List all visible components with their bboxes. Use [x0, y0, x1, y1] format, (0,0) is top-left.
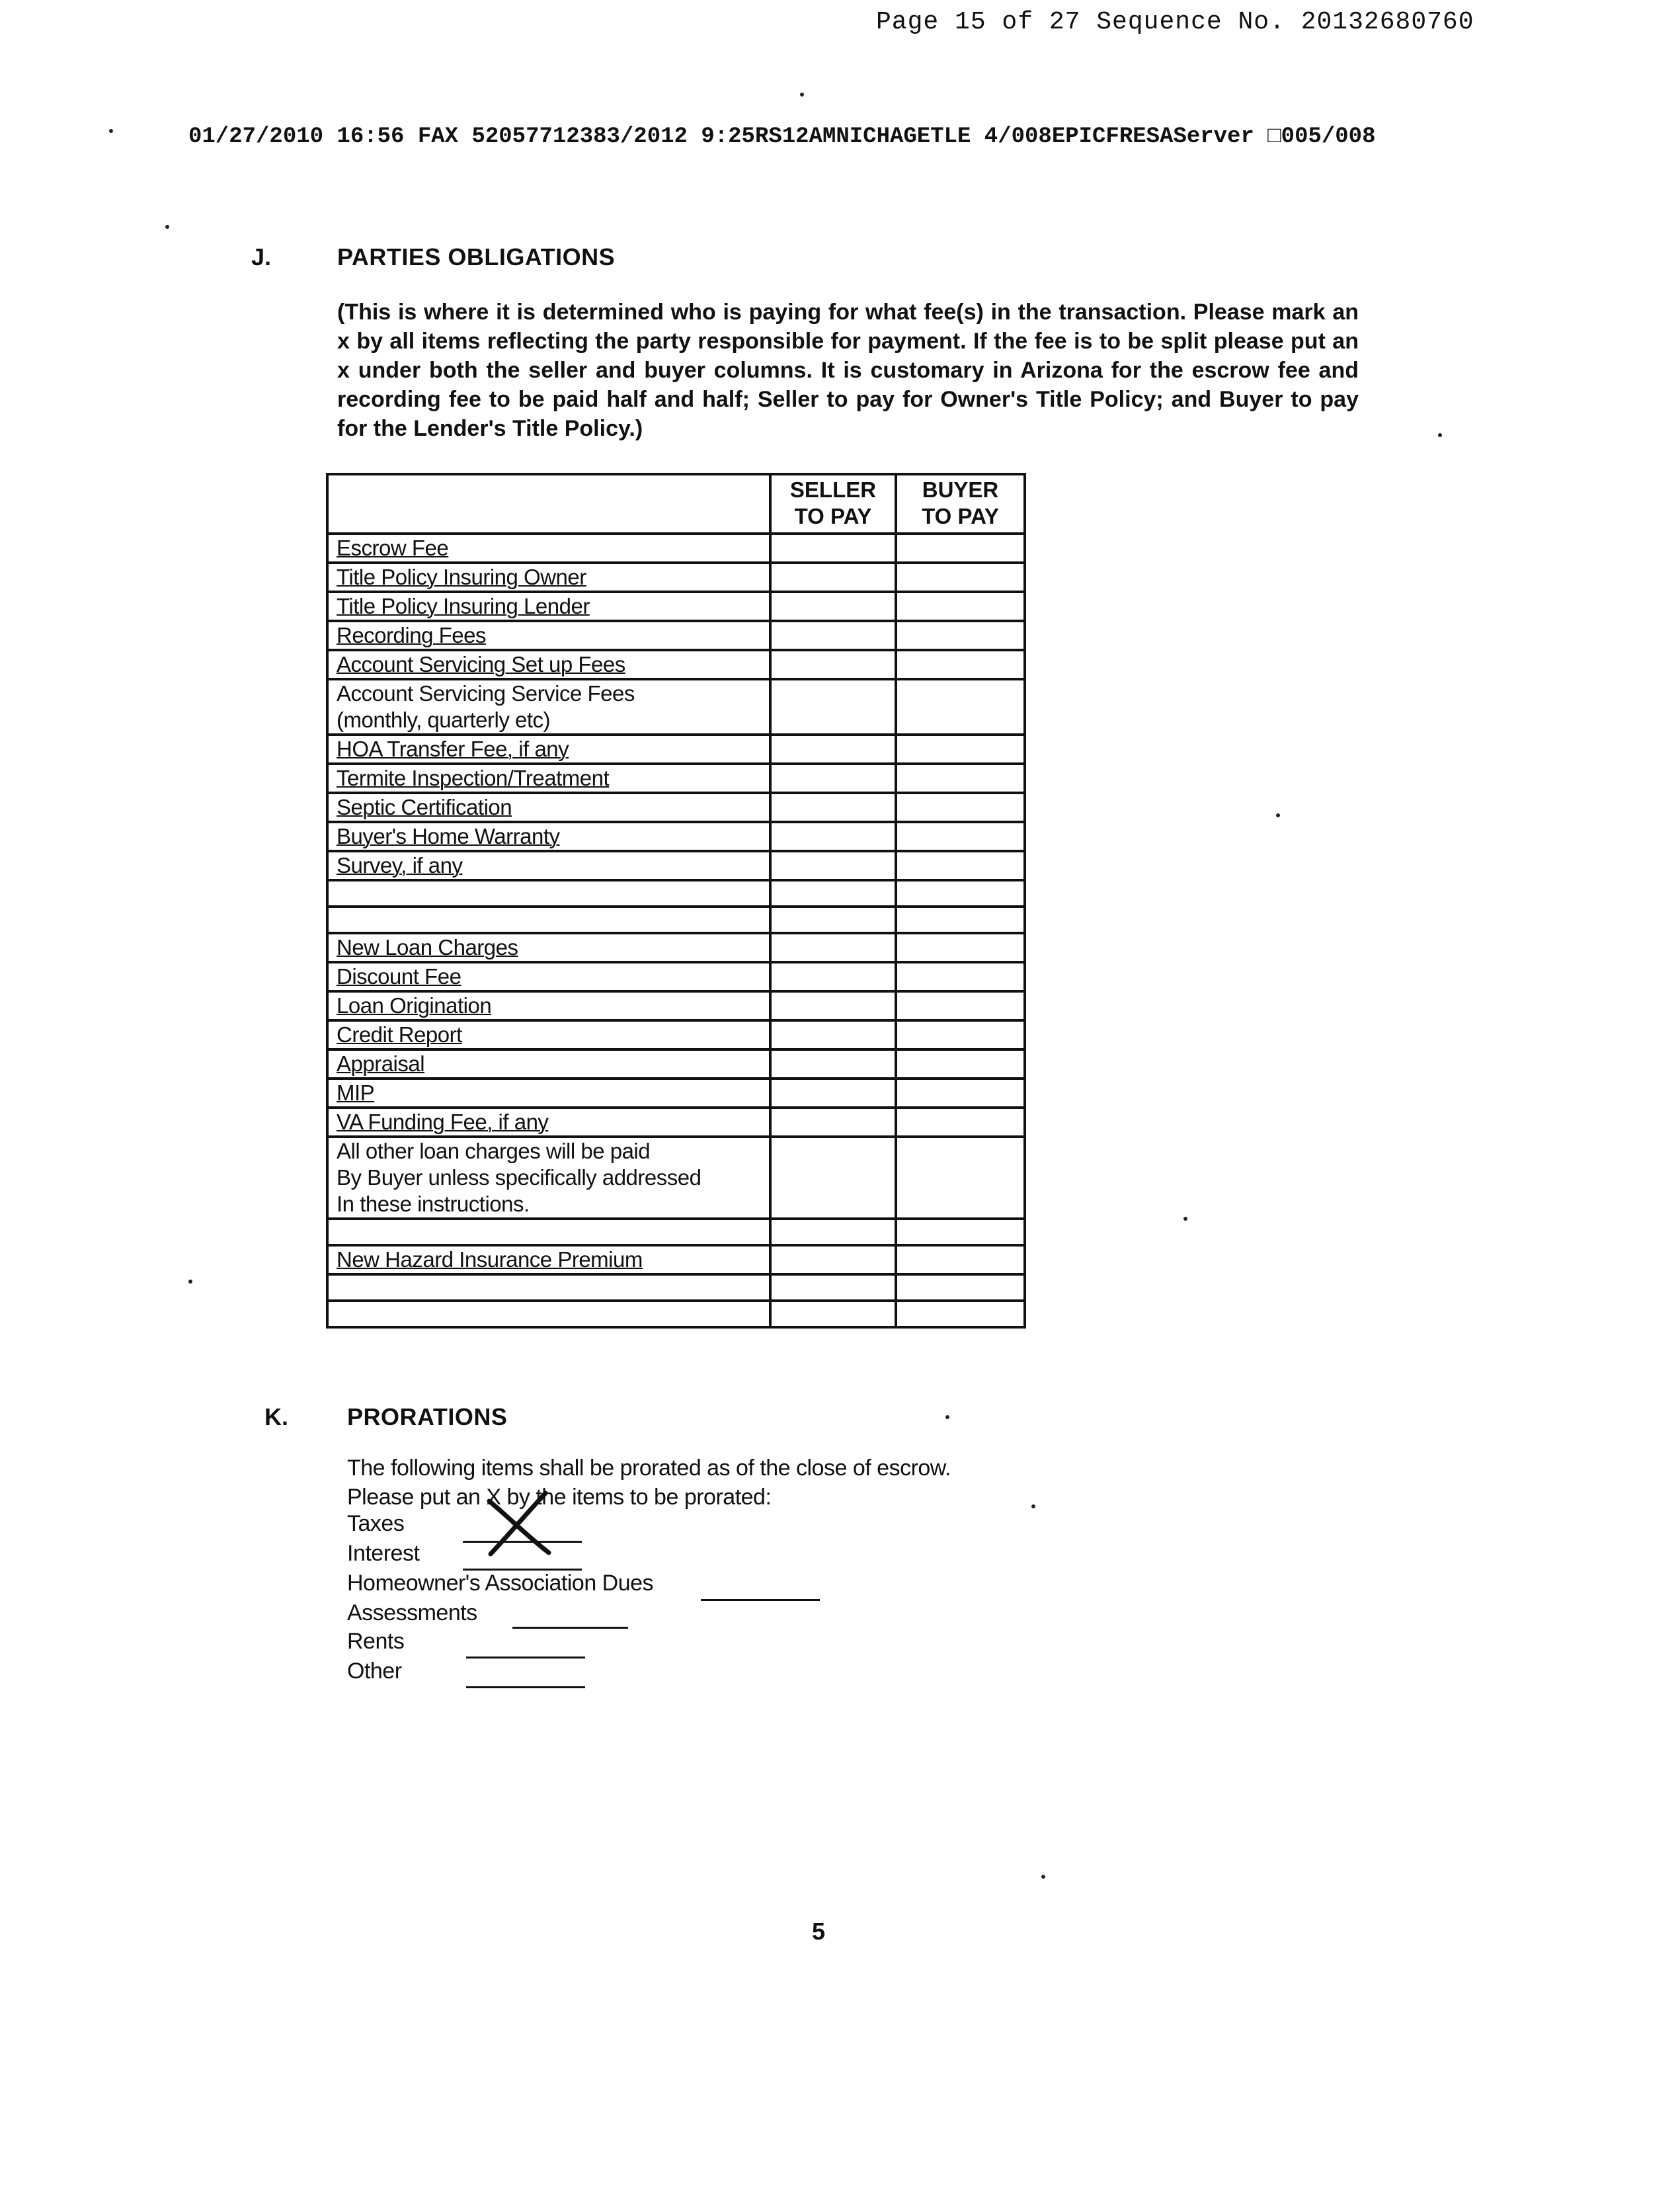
seller-pay-cell[interactable]: [770, 907, 896, 933]
scan-speck: [1438, 433, 1442, 437]
fee-table-row: [327, 907, 1025, 933]
buyer-pay-cell[interactable]: [896, 679, 1025, 735]
seller-pay-cell[interactable]: [770, 563, 896, 592]
fee-item-label: Title Policy Insuring Lender: [327, 592, 770, 621]
buyer-pay-cell[interactable]: [896, 1245, 1025, 1274]
seller-pay-cell[interactable]: [770, 1219, 896, 1245]
prorations-intro-line-2: Please put an X by the items to be prorated:: [347, 1485, 772, 1510]
buyer-pay-cell[interactable]: [896, 592, 1025, 621]
buyer-pay-cell[interactable]: [896, 907, 1025, 933]
fee-table-row: [327, 1301, 1025, 1327]
seller-pay-cell[interactable]: [770, 679, 896, 735]
buyer-pay-cell[interactable]: [896, 991, 1025, 1020]
fee-item-label: [327, 907, 770, 933]
fee-item-label: New Loan Charges: [327, 933, 770, 962]
proration-item-rents: Rents: [347, 1629, 405, 1654]
fee-item-label: All other loan charges will be paid By Buyer unless specifically addressed In these instructions.: [327, 1137, 770, 1219]
fee-table-row: [327, 650, 1025, 679]
fee-table-row: [327, 1020, 1025, 1049]
fee-item-label: [327, 1219, 770, 1245]
scan-speck: [945, 1415, 949, 1419]
proration-blank-assessments[interactable]: [512, 1627, 628, 1629]
fee-table-row: [327, 735, 1025, 764]
fee-table-row: [327, 563, 1025, 592]
fee-table-row: [327, 1219, 1025, 1245]
scan-speck: [1031, 1504, 1035, 1508]
seller-pay-cell[interactable]: [770, 962, 896, 991]
buyer-pay-cell[interactable]: [896, 1108, 1025, 1137]
buyer-pay-cell[interactable]: [896, 793, 1025, 822]
buyer-pay-cell[interactable]: [896, 1274, 1025, 1301]
seller-pay-cell[interactable]: [770, 1137, 896, 1219]
buyer-pay-cell[interactable]: [896, 1049, 1025, 1079]
fee-table-row: [327, 534, 1025, 563]
fee-item-label: [327, 1274, 770, 1301]
fee-table-row: [327, 962, 1025, 991]
buyer-pay-cell[interactable]: [896, 735, 1025, 764]
scan-speck: [1276, 813, 1280, 817]
proration-item-hoa-dues: Homeowner's Association Dues: [347, 1571, 654, 1596]
fee-item-label: MIP: [327, 1079, 770, 1108]
seller-pay-cell[interactable]: [770, 1020, 896, 1049]
fee-table-row: [327, 793, 1025, 822]
fee-item-label: HOA Transfer Fee, if any: [327, 735, 770, 764]
fee-table-row: [327, 1108, 1025, 1137]
fee-table-row: [327, 1245, 1025, 1274]
buyer-pay-cell[interactable]: [896, 1219, 1025, 1245]
page-number: 5: [812, 1918, 826, 1945]
fax-header: 01/27/2010 16:56 FAX 52057712383/2012 9:25RS12AMNICHAGETLE 4/008EPICFRESAServer □005/008: [188, 124, 1376, 149]
seller-pay-cell[interactable]: [770, 933, 896, 962]
section-j-title: PARTIES OBLIGATIONS: [337, 243, 616, 270]
seller-pay-cell[interactable]: [770, 735, 896, 764]
fee-item-label: Credit Report: [327, 1020, 770, 1049]
fee-item-label: [327, 1301, 770, 1327]
fee-item-label: Escrow Fee: [327, 534, 770, 563]
fee-table-body: [327, 534, 1025, 1327]
fee-item-label: Buyer's Home Warranty: [327, 822, 770, 851]
fee-item-label: VA Funding Fee, if any: [327, 1108, 770, 1137]
fee-item-label: Recording Fees: [327, 621, 770, 650]
fee-table-row: [327, 851, 1025, 880]
seller-pay-cell[interactable]: [770, 592, 896, 621]
fee-item-label: Appraisal: [327, 1049, 770, 1079]
proration-blank-hoa-dues[interactable]: [701, 1599, 820, 1601]
seller-pay-cell[interactable]: [770, 1108, 896, 1137]
buyer-pay-cell[interactable]: [896, 933, 1025, 962]
fee-table-row: [327, 764, 1025, 793]
buyer-pay-cell[interactable]: [896, 822, 1025, 851]
buyer-pay-cell[interactable]: [896, 764, 1025, 793]
buyer-pay-cell[interactable]: [896, 1020, 1025, 1049]
seller-pay-cell[interactable]: [770, 1245, 896, 1274]
seller-pay-cell[interactable]: [770, 1079, 896, 1108]
handwritten-x-mark: [483, 1488, 555, 1561]
buyer-pay-cell[interactable]: [896, 1079, 1025, 1108]
prorations-intro-line-1: The following items shall be prorated as of the close of escrow.: [347, 1455, 951, 1481]
scan-speck: [109, 129, 113, 133]
proration-item-interest: Interest: [347, 1541, 420, 1566]
seller-pay-cell[interactable]: [770, 764, 896, 793]
fee-item-label: Termite Inspection/Treatment: [327, 764, 770, 793]
fee-item-label: Account Servicing Set up Fees: [327, 650, 770, 679]
buyer-pay-cell[interactable]: [896, 851, 1025, 880]
scan-speck: [800, 93, 804, 97]
buyer-pay-cell[interactable]: [896, 1137, 1025, 1219]
buyer-pay-cell[interactable]: [896, 962, 1025, 991]
seller-pay-cell[interactable]: [770, 621, 896, 650]
scan-speck: [1041, 1875, 1045, 1879]
prorations-intro: [347, 1453, 951, 1512]
seller-pay-cell[interactable]: [770, 851, 896, 880]
fee-column-header-item: [327, 474, 770, 534]
seller-pay-cell[interactable]: [770, 1274, 896, 1301]
section-k-title: PRORATIONS: [347, 1403, 508, 1430]
seller-pay-cell[interactable]: [770, 1049, 896, 1079]
scan-speck: [188, 1280, 192, 1284]
fee-table-row: [327, 621, 1025, 650]
seller-pay-cell[interactable]: [770, 1301, 896, 1327]
seller-pay-cell[interactable]: [770, 534, 896, 563]
buyer-pay-cell[interactable]: [896, 1301, 1025, 1327]
fee-item-label: New Hazard Insurance Premium: [327, 1245, 770, 1274]
buyer-pay-cell[interactable]: [896, 563, 1025, 592]
fee-column-header-seller: SELLER TO PAY: [770, 474, 896, 534]
proration-item-assessments: Assessments: [347, 1600, 477, 1625]
fee-table-row: [327, 592, 1025, 621]
fee-item-label: [327, 880, 770, 907]
proration-item-taxes: Taxes: [347, 1511, 405, 1536]
scan-speck: [165, 225, 169, 229]
seller-pay-cell[interactable]: [770, 880, 896, 907]
seller-pay-cell[interactable]: [770, 991, 896, 1020]
section-j-letter: J.: [251, 243, 272, 270]
proration-item-other: Other: [347, 1658, 402, 1684]
fee-table-row: [327, 991, 1025, 1020]
scan-speck: [1183, 1217, 1187, 1221]
fee-item-label: Discount Fee: [327, 962, 770, 991]
section-k-letter: K.: [264, 1403, 288, 1430]
buyer-pay-cell[interactable]: [896, 880, 1025, 907]
fee-table-row: [327, 933, 1025, 962]
fee-table-row: [327, 679, 1025, 735]
fee-item-label: Loan Origination: [327, 991, 770, 1020]
seller-pay-cell[interactable]: [770, 793, 896, 822]
fee-table-header-row: [327, 474, 1025, 534]
buyer-pay-cell[interactable]: [896, 534, 1025, 563]
fee-table-row: [327, 1079, 1025, 1108]
fee-table-row: [327, 880, 1025, 907]
fee-table-row: [327, 822, 1025, 851]
proration-blank-other[interactable]: [466, 1686, 585, 1688]
fee-item-label: Account Servicing Service Fees (monthly, quarterly etc): [327, 679, 770, 735]
fee-item-label: Title Policy Insuring Owner: [327, 563, 770, 592]
fee-table-row: [327, 1049, 1025, 1079]
fee-item-label: Survey, if any: [327, 851, 770, 880]
buyer-pay-cell[interactable]: [896, 621, 1025, 650]
fee-table-row: [327, 1274, 1025, 1301]
fee-column-header-buyer: BUYER TO PAY: [896, 474, 1025, 534]
buyer-pay-cell[interactable]: [896, 650, 1025, 679]
seller-pay-cell[interactable]: [770, 650, 896, 679]
page-header: Page 15 of 27 Sequence No. 20132680760: [876, 8, 1474, 36]
section-j-instructions: (This is where it is determined who is paying for what fee(s) in the transaction. Please mark an x by all items reflecting the party responsible for payment. If the fee is to be split please put an x under both the seller and buyer columns. It is customary in Arizona for the escrow fee and recording fee to be paid half and half; Seller to pay for Owner's Title Policy; and Buyer to pay for the Lender's Title Policy.): [337, 300, 1359, 441]
fee-table-row: [327, 1137, 1025, 1219]
proration-blank-rents[interactable]: [466, 1657, 585, 1658]
seller-pay-cell[interactable]: [770, 822, 896, 851]
fee-item-label: Septic Certification: [327, 793, 770, 822]
fee-table: [326, 473, 1026, 1329]
